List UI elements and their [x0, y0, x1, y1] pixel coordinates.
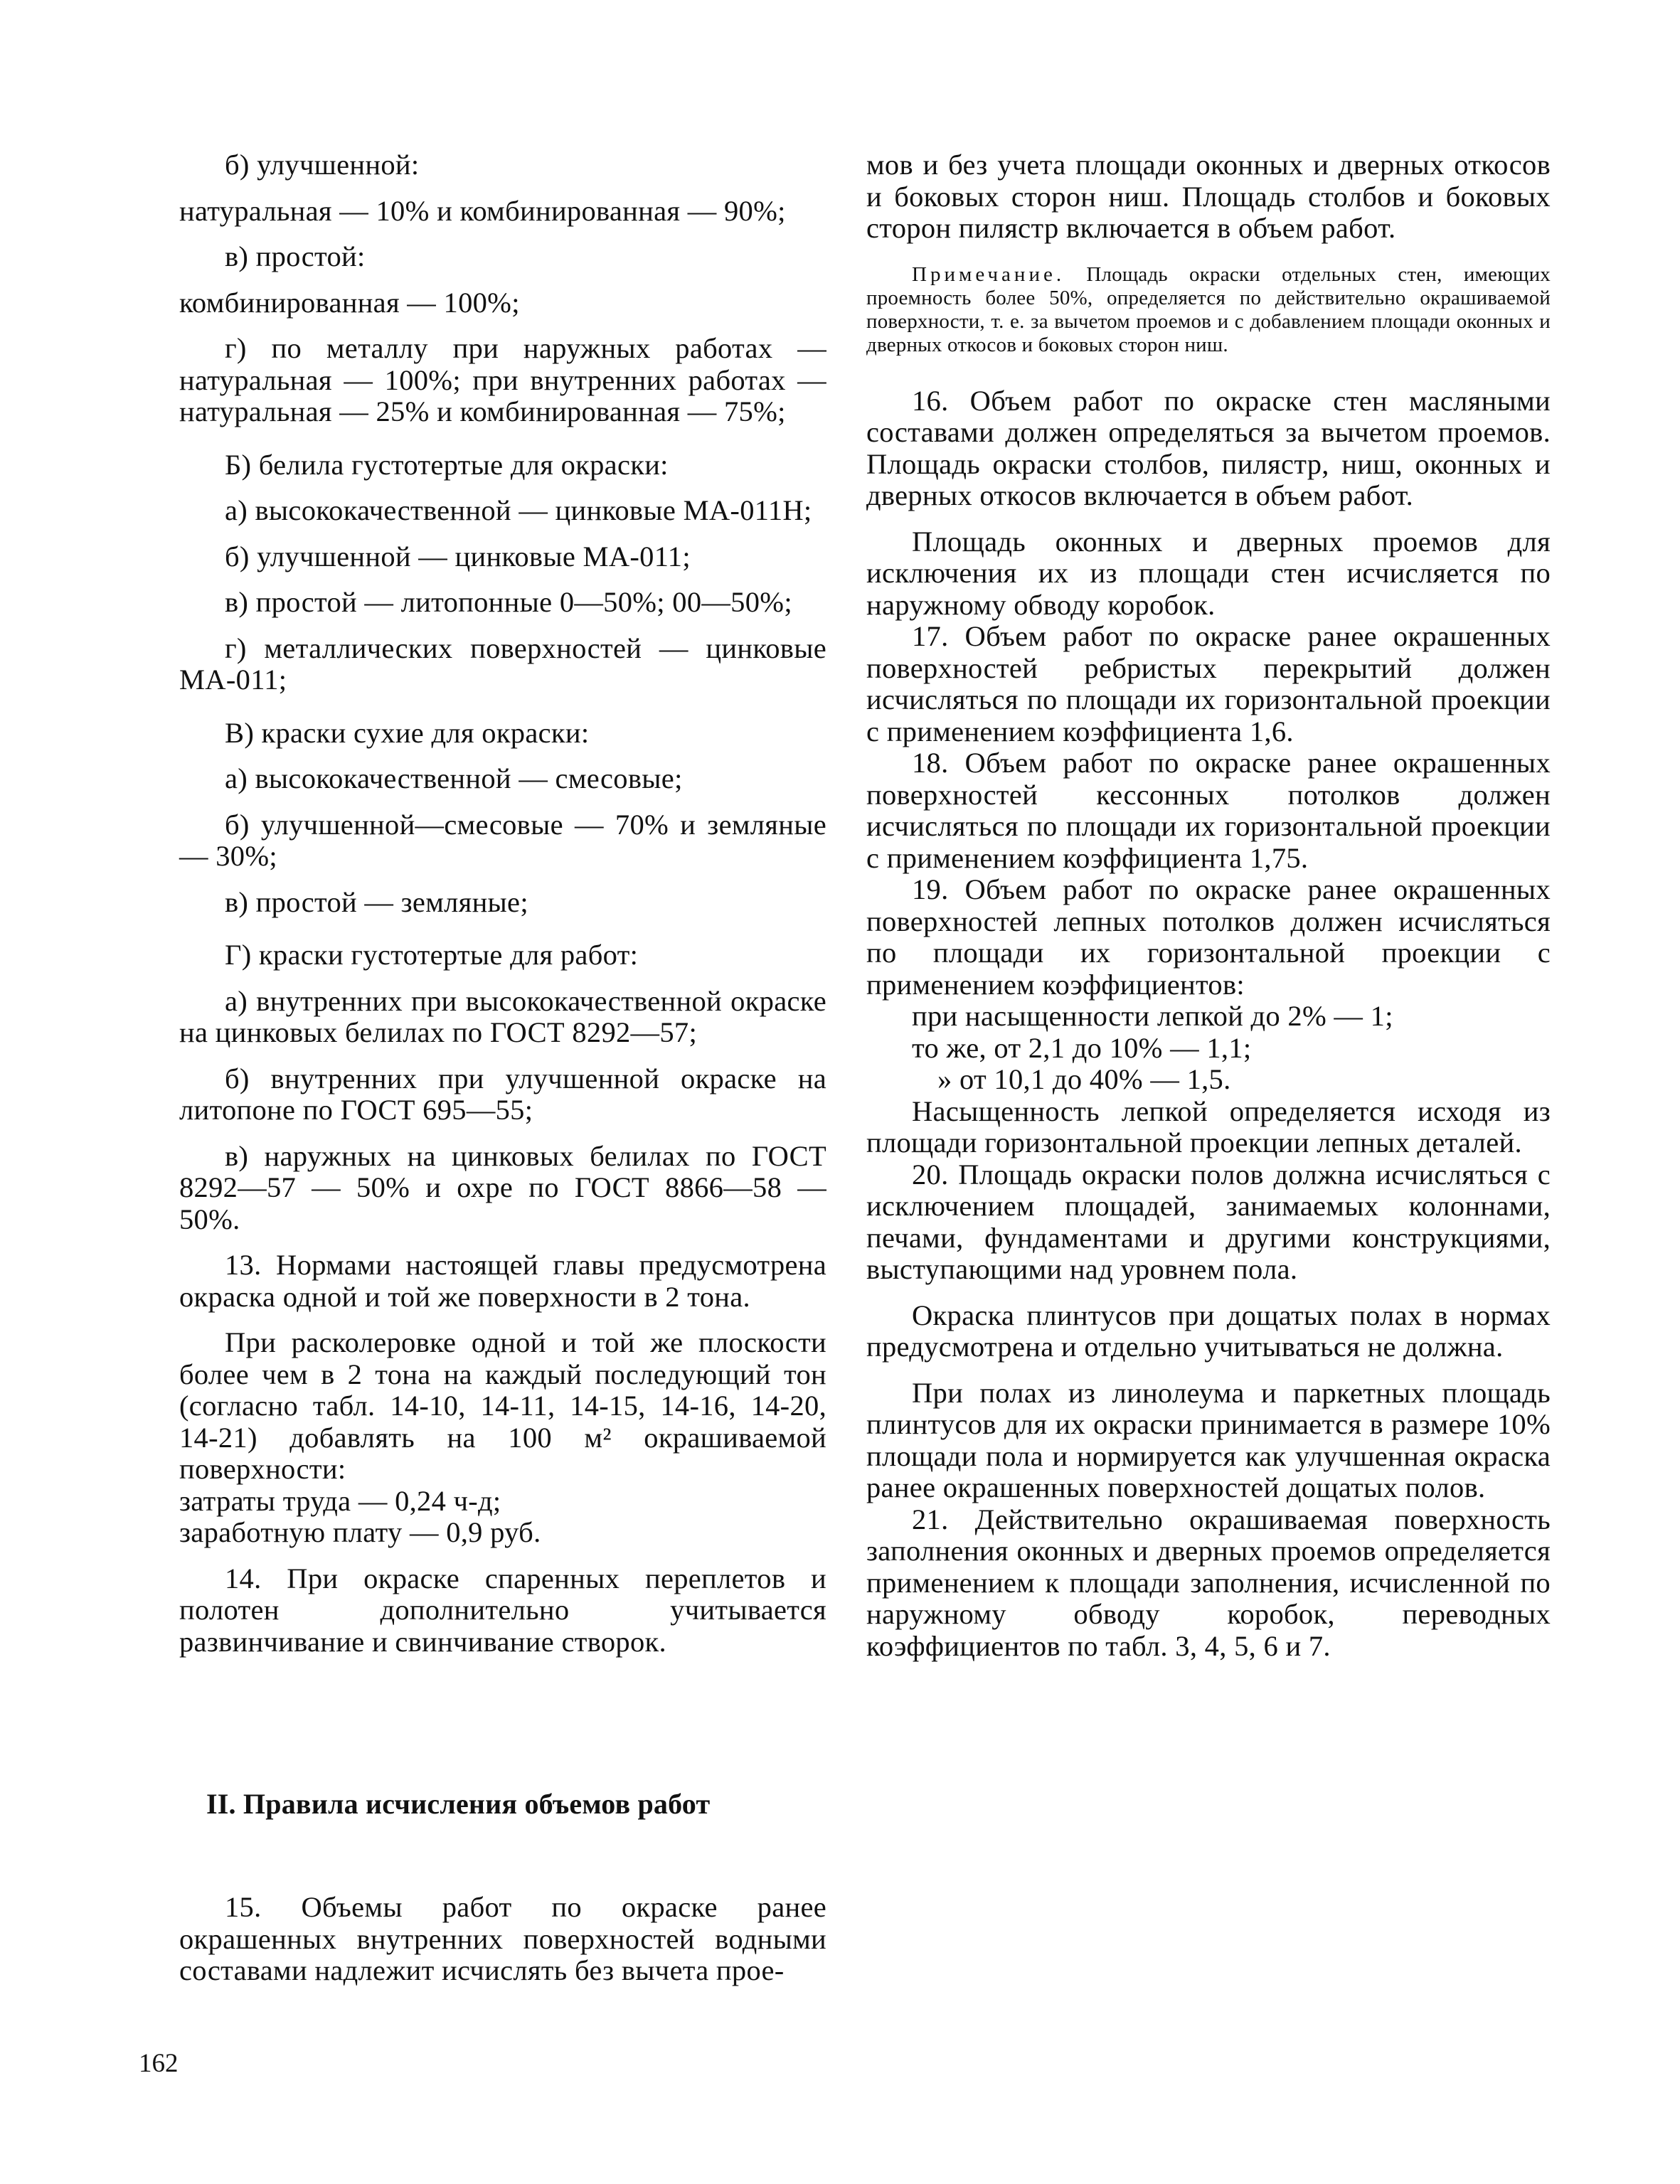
left-paragraph: 14. При окраске спаренных переплетов и полотен дополнительно учитывается развинчивание и свинчивание створок. [179, 1562, 826, 1658]
note [866, 263, 1551, 357]
left-paragraph: 13. Нормами настоящей главы предусмотрена окраска одной и той же поверхности в 2 тона. [179, 1249, 826, 1313]
right-paragraph: 19. Объем работ по окраске ранее окрашенных поверхностей лепных потолков должен исчисляться по площади их горизонтальной проекции с применением коэффициентов: [866, 873, 1551, 1001]
right-paragraph: 21. Действительно окрашиваемая поверхность заполнения оконных и дверных проемов определяется применением к площади заполнения, исчисленной по наружному обводу коробок, переводных коэффициентов по табл. 3, 4, 5, 6 и 7. [866, 1503, 1551, 1662]
left-paragraph: б) внутренних при улучшенной окраске на литопоне по ГОСТ 695—55; [179, 1062, 826, 1126]
right-paragraph: 20. Площадь окраски полов должна исчисляться с исключением площадей, занимаемых колоннами, печами, фундаментами и другими конструкциями, выступающими над уровнем пола. [866, 1158, 1551, 1285]
right-column [866, 149, 1551, 1662]
left-paragraph: При расколеровке одной и той же плоскости более чем в 2 тона на каждый последующий тон (согласно табл. 14-10, 14-11, 14-15, 14-16, 14-20, 14-21) добавлять на 100 м² окрашиваемой поверхности: [179, 1326, 826, 1485]
left-paragraph: а) высококачественной — цинковые МА-011Н; [225, 494, 812, 526]
left-paragraph: а) высококачественной — смесовые; [225, 762, 683, 794]
right-paragraph: Окраска плинтусов при дощатых полах в нормах предусмотрена и отдельно учитываться не должна. [866, 1299, 1551, 1363]
coef-item: то же, от 2,1 до 10% — 1,1; [912, 1031, 1252, 1064]
note-label: Примечание. [912, 262, 1065, 286]
left-column [179, 149, 826, 1658]
left-column-bottom [179, 1892, 826, 1987]
right-paragraph: 17. Объем работ по окраске ранее окрашенных поверхностей ребристых перекрытий должен исчисляться по площади их горизонтальной проекции с применением коэффициента 1,6. [866, 620, 1551, 747]
left-paragraph: в) простой: [225, 240, 366, 272]
right-paragraph: 16. Объем работ по окраске стен масляными составами должен определяться за вычетом проемов. Площадь окраски столбов, пилястр, ниш, оконных и дверных откосов включается в объем работ. [866, 384, 1551, 511]
left-paragraph: затраты труда — 0,24 ч-д; [179, 1484, 501, 1517]
coef-item: » от 10,1 до 40% — 1,5. [937, 1063, 1231, 1095]
left-paragraph: в) простой — литопонные 0—50%; 00—50%; [225, 586, 792, 618]
right-paragraph: Насыщенность лепкой определяется исходя из площади горизонтальной проекции лепных деталей. [866, 1094, 1551, 1158]
right-paragraph: При полах из линолеума и паркетных площадь плинтусов для их окраски принимается в размере 10% площади пола и нормируется как улучшенная окраска ранее окрашенных поверхностей дощатых полов. [866, 1376, 1551, 1503]
note-text: Площадь окраски отдельных стен, имеющих проемность более 50%, определяется по действительно окрашиваемой поверхности, т. е. за вычетом проемов и с добавлением площади оконных и дверных откосов и боковых сторон ниш. [866, 262, 1551, 356]
left-paragraph: Г) краски густотертые для работ: [225, 939, 639, 971]
page-number: 162 [139, 2049, 179, 2078]
left-paragraph: комбинированная — 100%; [179, 286, 520, 319]
coef-item: при насыщенности лепкой до 2% — 1; [912, 1000, 1393, 1032]
right-paragraph: мов и без учета площади оконных и дверных откосов и боковых сторон ниш. Площадь столбов и боковых сторон пилястр включается в объем работ. [866, 149, 1551, 244]
left-paragraph: г) металлических поверхностей — цинковые МА-011; [179, 632, 826, 696]
left-paragraph: в) простой — земляные; [225, 885, 528, 918]
left-paragraph: заработную плату — 0,9 руб. [179, 1516, 541, 1548]
left-paragraph: б) улучшенной—смесовые — 70% и земляные — 30%; [179, 808, 826, 872]
left-paragraph: б) улучшенной — цинковые МА-011; [225, 540, 691, 572]
left-paragraph: Б) белила густотертые для окраски: [225, 448, 669, 481]
left-paragraph: натуральная — 10% и комбинированная — 90%; [179, 194, 786, 227]
left-paragraph: в) наружных на цинковых белилах по ГОСТ 8292—57 — 50% и охре по ГОСТ 8866—58 — 50%. [179, 1139, 826, 1235]
left-paragraph: 15. Объемы работ по окраске ранее окрашенных внутренних поверхностей водными составами надлежит исчислять без вычета прое- [179, 1891, 826, 1986]
left-paragraph: а) внутренних при высококачественной окраске на цинковых белилах по ГОСТ 8292—57; [179, 984, 826, 1048]
section-heading: II. Правила исчисления объемов работ [206, 1788, 711, 1820]
left-paragraph: б) улучшенной: [225, 149, 420, 181]
left-paragraph: В) краски сухие для окраски: [225, 716, 590, 749]
left-paragraph: г) по металлу при наружных работах — натуральная — 100%; при внутренних работах — натуральная — 25% и комбинированная — 75%; [179, 332, 826, 427]
right-paragraph: Площадь оконных и дверных проемов для исключения их из площади стен исчисляется по наружному обводу коробок. [866, 525, 1551, 621]
right-paragraph: 18. Объем работ по окраске ранее окрашенных поверхностей кессонных потолков должен исчисляться по площади их горизонтальной проекции с применением коэффициента 1,75. [866, 747, 1551, 874]
